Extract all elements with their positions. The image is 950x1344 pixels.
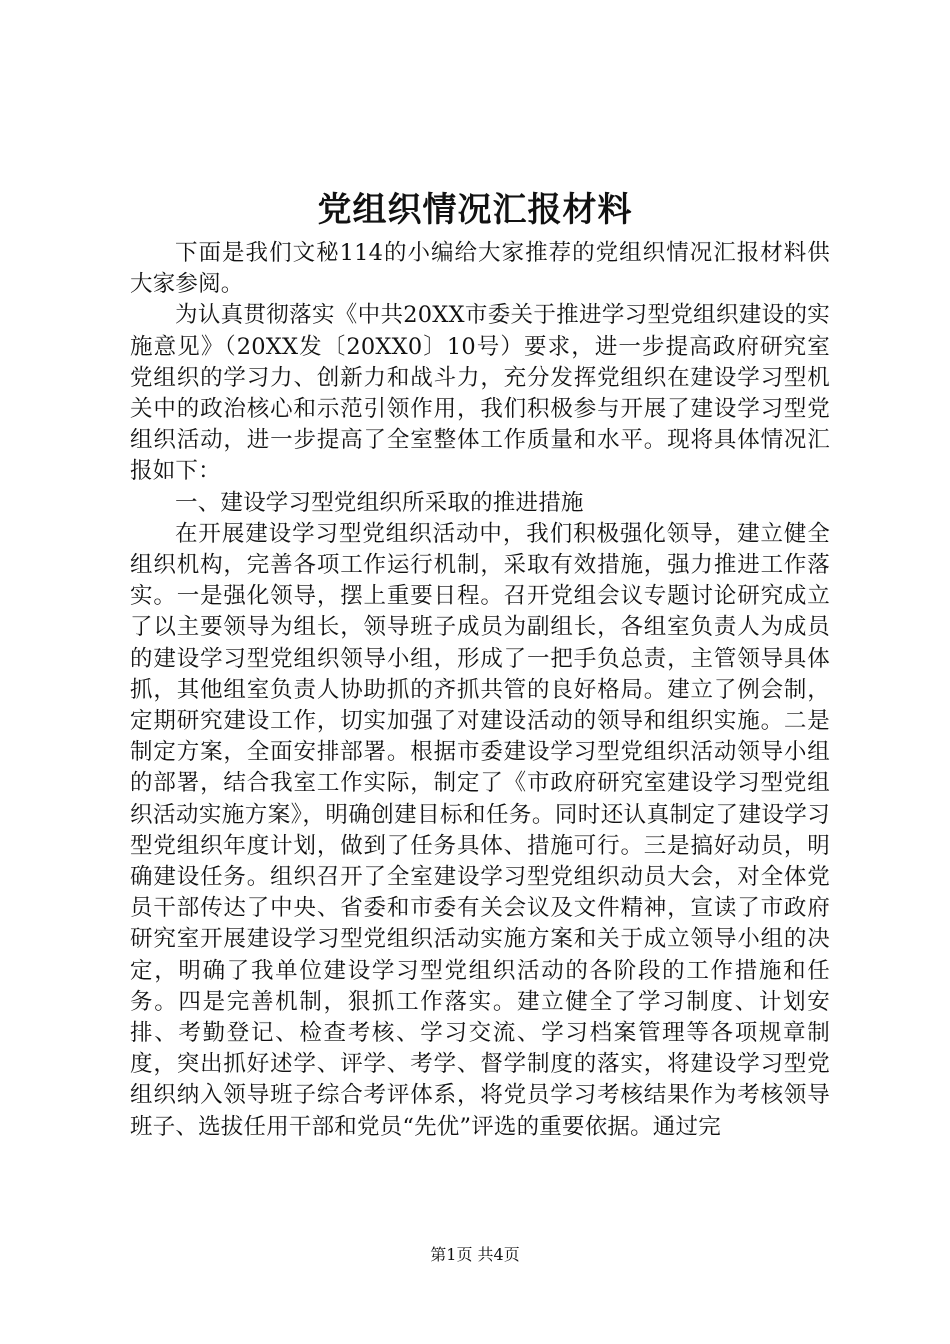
document-title: 党组织情况汇报材料 [317, 190, 633, 230]
paragraph-background: 为认真贯彻落实《中共20XX市委关于推进学习型党组织建设的实施意见》（20XX发〔20XX0〕10号）要求，进一步提高政府研究室党组织的学习力、创新力和战斗力，充分发挥党组织在建设学习型机关中的政治核心和示范引领作用，我们积极参与开展了建设学习型党组织活动，进一步提高了全室整体工作质量和水平。现将具体情况汇报如下： [130, 302, 830, 485]
document-body [130, 238, 830, 1143]
page-footer: 第1页 共4页 [430, 1245, 520, 1264]
paragraph-measures: 在开展建设学习型党组织活动中，我们积极强化领导，建立健全组织机构，完善各项工作运行机制，采取有效措施，强力推进工作落实。一是强化领导，摆上重要日程。召开党组会议专题讨论研究成立了以主要领导为组长，领导班子成员为副组长，各组室负责人为成员的建设学习型党组织领导小组，形成了一把手负总责，主管领导具体抓，其他组室负责人协助抓的齐抓共管的良好格局。建立了例会制，定期研究建设工作，切实加强了对建设活动的领导和组织实施。二是制定方案，全面安排部署。根据市委建设学习型党组织活动领导小组的部署，结合我室工作实际，制定了《市政府研究室建设学习型党组织活动实施方案》，明确创建目标和任务。同时还认真制定了建设学习型党组织年度计划，做到了任务具体、措施可行。三是搞好动员，明确建设任务。组织召开了全室建设学习型党组织动员大会，对全体党员干部传达了中央、省委和市委有关会议及文件精神，宣读了市政府研究室开展建设学习型党组织活动实施方案和关于成立领导小组的决定，明确了我单位建设学习型党组织活动的各阶段的工作措施和任务。四是完善机制，狠抓工作落实。建立健全了学习制度、计划安排、考勤登记、检查考核、学习交流、学习档案管理等各项规章制度，突出抓好述学、评学、考学、督学制度的落实，将建设学习型党组织纳入领导班子综合考评体系，将党员学习考核结果作为考核领导班子、选拔任用干部和党员“先优”评选的重要依据。通过完 [130, 520, 830, 1140]
section-heading: 一、建设学习型党组织所采取的推进措施 [175, 489, 584, 516]
paragraph-intro: 下面是我们文秘114的小编给大家推荐的党组织情况汇报材料供大家参阅。 [130, 240, 830, 298]
